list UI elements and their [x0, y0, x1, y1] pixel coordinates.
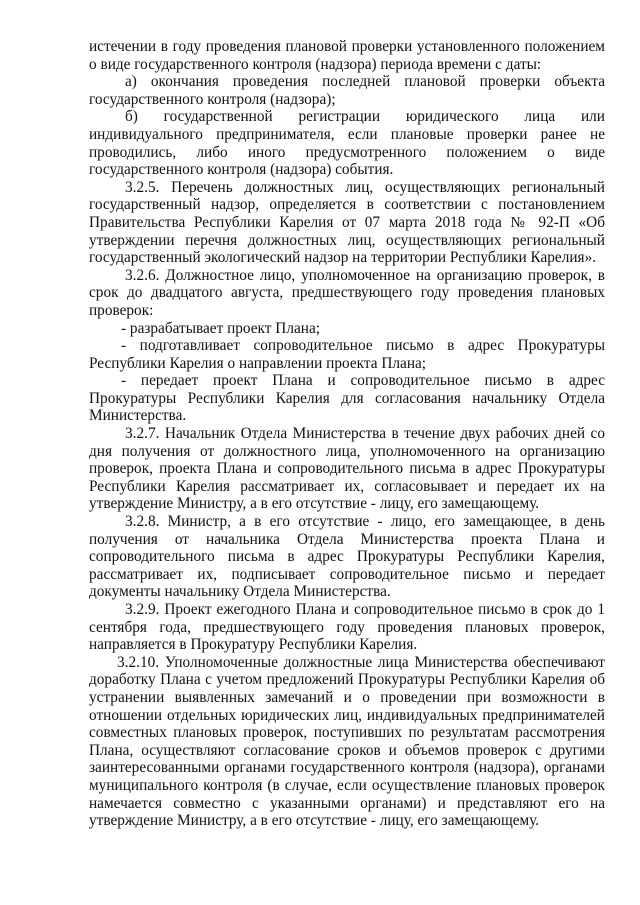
dash-item-1: - разрабатывает проект Плана;	[121, 319, 320, 337]
paragraph-3-2-9: 3.2.9. Проект ежегодного Плана и сопроводительное письмо в срок до 1 сентября года, предшествующего году проведения плановых проверок, направляется в Прокуратуру Республики Карелия.	[89, 601, 605, 654]
paragraph-3-2-5: 3.2.5. Перечень должностных лиц, осуществляющих региональный государственный надзор, определяется в соответствии с постановлением Правительства Республики Карелия от 07 марта 2018 года № 92-П «Об утверждении перечня должностных лиц, осуществляющих региональный государственный экологический надзор на территории Республики Карелия».	[89, 178, 605, 267]
paragraph-3-2-6: 3.2.6. Должностное лицо, уполномоченное на организацию проверок, в срок до двадцатого августа, предшествующего году проведения плановых проверок:	[89, 266, 605, 319]
dash-item-2: - подготавливает сопроводительное письмо в адрес Прокуратуры Республики Карелия о направлении проекта Плана;	[89, 337, 605, 372]
paragraph-3-2-8: 3.2.8. Министр, а в его отсутствие - лицо, его замещающее, в день получения от начальника Отдела Министерства проекта Плана и сопроводительного письма в адрес Прокуратуры Республики Карелия, рассматривает их, подписывает сопроводительное письмо и передает документы начальнику Отдела Министерства.	[89, 513, 605, 601]
dash-item-3: - передает проект Плана и сопроводительное письмо в адрес Прокуратуры Республики Карелия для согласования начальнику Отдела Министерства.	[89, 372, 605, 425]
document-body	[89, 38, 605, 830]
paragraph-3-2-7: 3.2.7. Начальник Отдела Министерства в течение двух рабочих дней со дня получения от должностного лица, уполномоченного на организацию проверок, проекта Плана и сопроводительного письма в адрес Прокуратуры Республики Карелия рассматривает их, согласовывает и передает их на утверждение Министру, а в его отсутствие - лицу, его замещающему.	[89, 425, 605, 513]
list-item-a: а) окончания проведения последней плановой проверки объекта государственного контроля (надзора);	[89, 73, 605, 108]
paragraph-continuation: истечении в году проведения плановой проверки установленного положением о виде государственного контроля (надзора) периода времени с даты:	[89, 38, 605, 73]
list-item-b: б) государственной регистрации юридического лица или индивидуального предпринимателя, если плановые проверки ранее не проводились, либо иного предусмотренного положением о виде государственного контроля (надзора) события.	[89, 108, 605, 179]
paragraph-3-2-10: 3.2.10. Уполномоченные должностные лица Министерства обеспечивают доработку Плана с учетом предложений Прокуратуры Республики Карелия об устранении выявленных замечаний и о проведении при возможности в отношении отдельных юридических лиц, индивидуальных предпринимателей совместных плановых проверок, поступивших по результатам рассмотрения Плана, осуществляют согласование сроков и объемов проверок с другими заинтересованными органами государственного контроля (надзора), органами муниципального контроля (в случае, если осуществление плановых проверок намечается совместно с указанными органами) и представляют его на утверждение Министру, а в его отсутствие - лицу, его замещающему.	[89, 653, 605, 830]
